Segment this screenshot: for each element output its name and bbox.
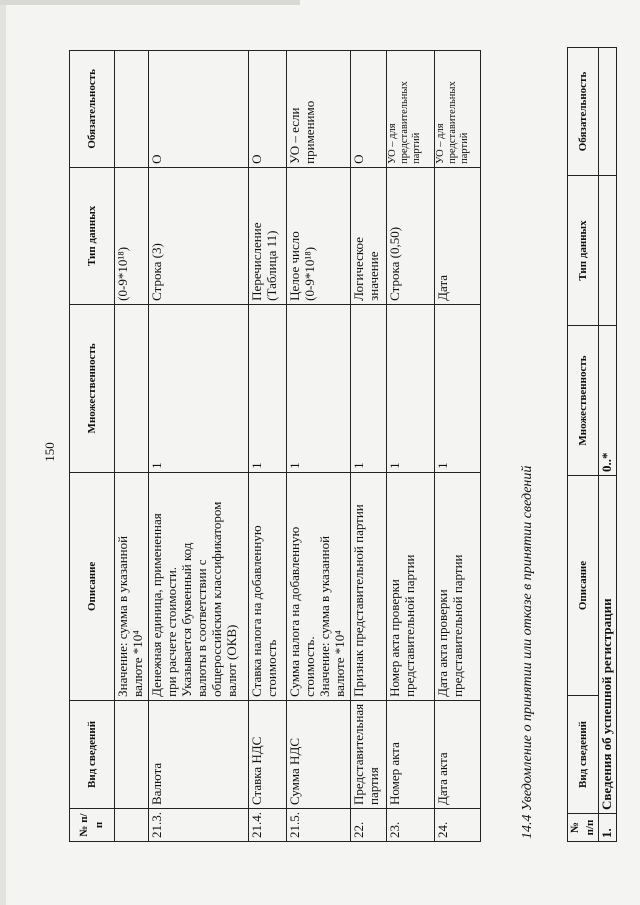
header-num: № п/п	[568, 814, 599, 842]
table-row	[149, 50, 249, 841]
cell-kind: Сумма НДС	[287, 700, 351, 808]
cell-num: 22.	[351, 809, 387, 842]
cell-type: Целое число (0-9*10¹⁸)	[287, 167, 351, 304]
cell-kind: Сведения об успешной регистрации	[599, 476, 617, 814]
cell-num: 21.4.	[249, 809, 287, 842]
header-kind: Вид сведений	[568, 696, 599, 814]
cell-req: О	[351, 50, 387, 167]
cell-mult: 1	[387, 304, 435, 472]
cell-type	[599, 176, 617, 326]
cell-num	[115, 809, 149, 842]
cell-desc: Денежная единица, примененная при расчете стоимости. Указывается буквенный код валюты в соответствии с общероссийским классификатором валют (ОКВ)	[149, 472, 249, 700]
section-caption: 14.4 Уведомление о принятии или отказе в принятии сведений	[520, 465, 535, 839]
table-row	[387, 50, 435, 841]
cell-desc: Номер акта проверки представительной партии	[387, 472, 435, 700]
header-mult: Множественность	[70, 304, 115, 472]
table-row	[287, 50, 351, 841]
cell-req	[599, 48, 617, 176]
cell-desc: Сумма налога на добавленную стоимость. Значение: сумма в указанной валюте *10⁴	[287, 472, 351, 700]
cell-desc: Значение: сумма в указанной валюте *10⁴	[115, 472, 149, 700]
table-row	[115, 50, 149, 841]
cell-req	[115, 50, 149, 167]
cell-type: Логическое значение	[351, 167, 387, 304]
cell-mult: 0..*	[599, 326, 617, 476]
cell-num: 21.3.	[149, 809, 249, 842]
cell-type: Дата	[435, 167, 481, 304]
cell-type: (0-9*10¹⁸)	[115, 167, 149, 304]
header-req: Обязательность	[568, 48, 599, 176]
table-row	[435, 50, 481, 841]
table-row	[249, 50, 287, 841]
second-table	[567, 47, 617, 842]
table-header-row	[70, 50, 115, 841]
cell-mult: 1	[287, 304, 351, 472]
page-number: 150	[42, 442, 57, 462]
cell-req: О	[249, 50, 287, 167]
cell-req: УО – для представительных партий	[435, 50, 481, 167]
cell-desc: Признак представительной партии	[351, 472, 387, 700]
cell-num: 21.5.	[287, 809, 351, 842]
cell-mult: 1	[149, 304, 249, 472]
cell-kind: Ставка НДС	[249, 700, 287, 808]
main-table	[69, 50, 481, 842]
header-desc: Описание	[70, 472, 115, 700]
cell-mult	[115, 304, 149, 472]
cell-kind: Валюта	[149, 700, 249, 808]
cell-mult: 1	[435, 304, 481, 472]
header-num: № п/п	[70, 809, 115, 842]
cell-type: Перечисление (Таблица 11)	[249, 167, 287, 304]
cell-type: Строка (0,50)	[387, 167, 435, 304]
cell-desc: Дата акта проверки представительной партии	[435, 472, 481, 700]
header-type: Тип данных	[568, 176, 599, 326]
cell-req: УО – если применимо	[287, 50, 351, 167]
table-row	[599, 48, 617, 842]
table-header-row	[568, 48, 599, 842]
cell-kind	[115, 700, 149, 808]
header-mult: Множественность	[568, 326, 599, 476]
cell-req: УО – для представительных партий	[387, 50, 435, 167]
cell-num: 23.	[387, 809, 435, 842]
cell-kind: Номер акта	[387, 700, 435, 808]
cell-mult: 1	[249, 304, 287, 472]
cell-kind: Представительная партия	[351, 700, 387, 808]
cell-desc: Ставка налога на добавленную стоимость	[249, 472, 287, 700]
cell-type: Строка (3)	[149, 167, 249, 304]
cell-req: О	[149, 50, 249, 167]
cell-kind: Дата акта	[435, 700, 481, 808]
header-type: Тип данных	[70, 167, 115, 304]
cell-num: 1.	[599, 814, 617, 842]
header-desc: Описание	[568, 476, 599, 696]
header-req: Обязательность	[70, 50, 115, 167]
cell-mult: 1	[351, 304, 387, 472]
cell-num: 24.	[435, 809, 481, 842]
header-kind: Вид сведений	[70, 700, 115, 808]
table-row	[351, 50, 387, 841]
